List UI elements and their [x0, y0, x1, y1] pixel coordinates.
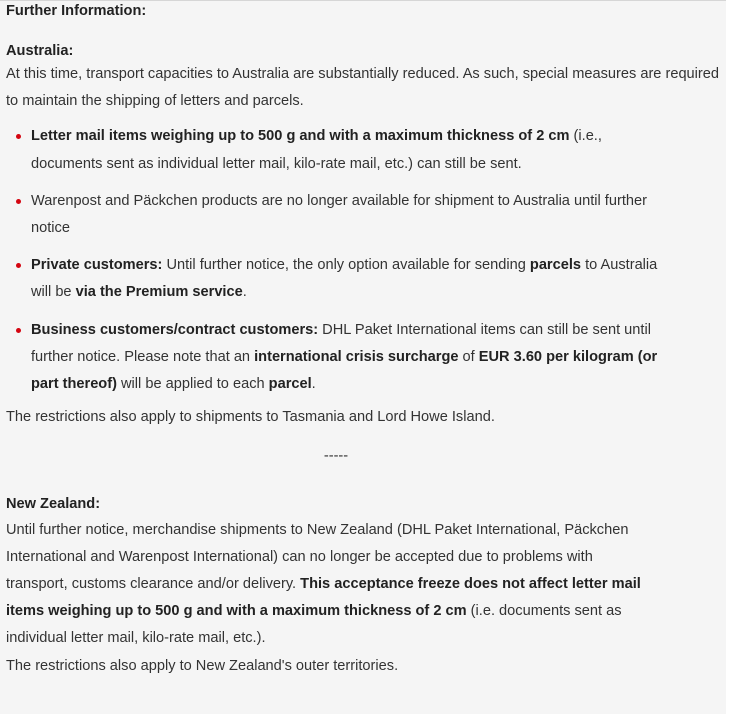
new-zealand-text — [6, 517, 656, 653]
new-zealand-text-2: (i.e. documents sent as individual letter mail, kilo-rate mail, etc.). — [6, 603, 622, 647]
bullet-private-label: Private customers: — [31, 257, 163, 274]
new-zealand-restrictions: The restrictions also apply to New Zealand's outer territories. — [6, 657, 399, 674]
bullet-business-label: Business customers/contract customers: — [31, 321, 319, 338]
new-zealand-bold: This acceptance freeze does not affect letter mail items weighing up to 500 g and with a maximum thickness of 2 cm — [6, 576, 641, 620]
bullet-private-parcels: parcels — [529, 257, 582, 274]
australia-heading: Australia: — [6, 43, 74, 59]
bullet-business-amount: EUR 3.60 per kilogram (or part thereof) — [31, 348, 658, 393]
bullet-business-text-4: . — [311, 376, 316, 393]
bullet-business-text-1: DHL Paket International items can still be sent until further notice. Please note that an — [31, 321, 651, 365]
australia-intro: At this time, transport capacities to Australia are substantially reduced. As such, special measures are required to maintain the shipping of letters and parcels. — [6, 66, 720, 110]
bullet-private-text-2: to Australia will be — [31, 257, 658, 301]
bullet-warenpost-text: Warenpost and Päckchen products are no longer available for shipment to Australia until further notice — [31, 192, 647, 237]
bullet-business-text-3: will be applied to each — [116, 376, 269, 393]
further-information-heading: Further Information: — [6, 3, 147, 19]
bullet-business-customers — [6, 317, 671, 399]
bullet-letter-mail-text: (i.e., documents sent as individual letter mail, kilo-rate mail, etc.) can still be sent. — [31, 128, 602, 172]
new-zealand-text-1: Until further notice, merchandise shipments to New Zealand (DHL Paket International, Päckchen International and Warenpost International) can no longer be accepted due to problems with transport, customs clearance and/or delivery. — [6, 521, 629, 593]
bullet-letter-mail-bold: Letter mail items weighing up to 500 g and with a maximum thickness of 2 cm — [31, 128, 570, 145]
bullet-private-text-3: . — [242, 284, 247, 301]
bullet-warenpost — [6, 188, 671, 242]
bullet-business-surcharge: international crisis surcharge — [254, 348, 459, 365]
australia-restrictions: The restrictions also apply to shipments to Tasmania and Lord Howe Island. — [6, 409, 495, 426]
bullet-private-text-1: Until further notice, the only option available for sending — [162, 257, 530, 274]
bullet-letter-mail — [6, 123, 671, 177]
new-zealand-heading: New Zealand: — [6, 495, 101, 512]
bullet-business-text-2: of — [458, 348, 479, 365]
bullet-business-parcel: parcel — [268, 376, 312, 393]
bullet-private-customers — [6, 252, 671, 306]
australia-bullet-list — [6, 123, 726, 398]
section-separator: ----- — [323, 448, 349, 465]
bullet-private-premium: via the Premium service — [75, 284, 243, 301]
